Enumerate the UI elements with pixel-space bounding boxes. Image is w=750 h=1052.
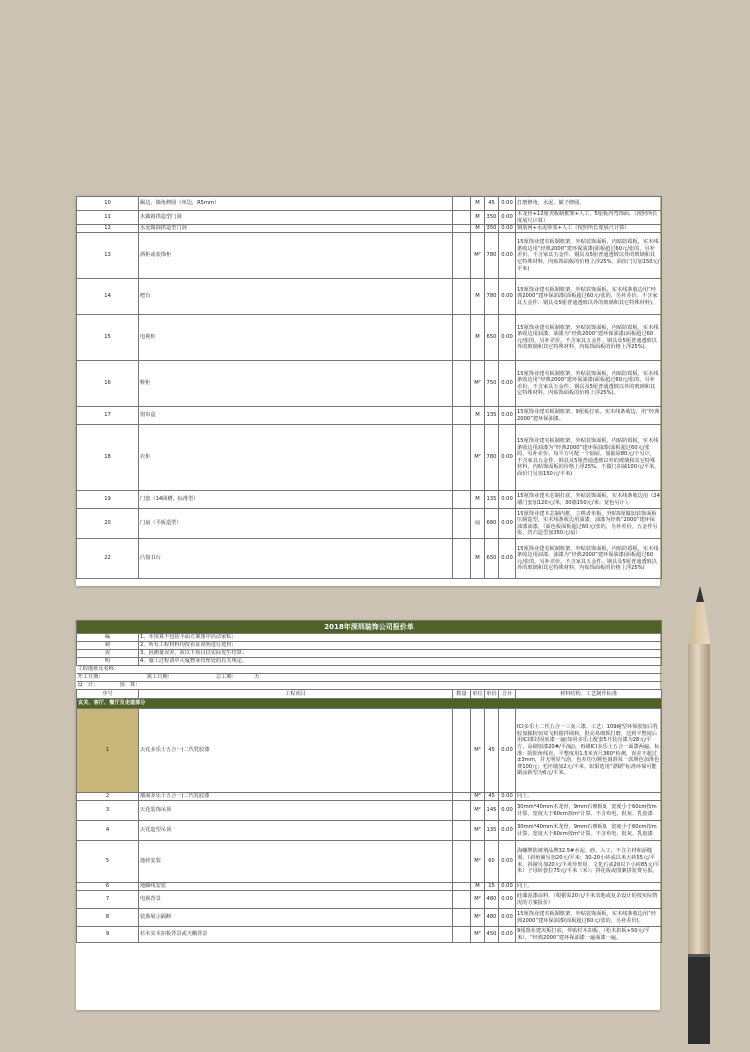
row-unit: M² [471,233,485,279]
row-price: 780 [485,279,499,315]
row-number: 2 [77,793,139,801]
row-quantity [453,883,471,891]
table-row [77,909,662,927]
row-item-name: 踢边、墙角修圆（单边，R5mm） [139,197,453,211]
row-number: 22 [77,539,139,579]
end-date-label: 竣工日期： [146,674,173,681]
note-row [77,634,662,642]
quote-table-continued [76,196,662,579]
row-number: 7 [77,891,139,909]
row-quantity [453,539,471,579]
row-item-name: 电视柜 [139,315,453,361]
row-quantity [453,315,471,361]
pencil-end [688,954,710,1044]
row-description: 15厘饰业建夹板制框架，外贴装饰面板，内贴防霉板，实木线条收边用油漆，油漆为“经典2000”建环保油漆(面板超过60元/张的，另补差价。不含家具五金件、钢具及5厘普通透玻以外的玻璃和其它特殊材料，内贴饰面板的价格上浮25%)。 [516,315,662,361]
row-item-name: 装饰展示隔断 [139,909,453,927]
row-description: 打磨修角，水泥、腻子修圆。 [516,197,662,211]
row-quantity [453,233,471,279]
row-number: 18 [77,425,139,491]
pencil-band [688,954,710,957]
days-unit: 天 [254,674,260,681]
row-price: 45 [485,197,499,211]
row-description: 硅藻泥漆涂料，（根据需20元/平米其他或复杂设计的按实际情况的方案报价） [516,891,662,909]
table-row [77,361,662,407]
table-row [77,197,662,211]
note-text: 2、所有工程材料均按看证说明进行选材； [139,642,662,650]
row-quantity [453,211,471,225]
row-description: ICI多乐士二代五合一三灰三漆。工艺：109耐型环保胶加白乳胶加腻粉加双飞粉搅拌调和，批亮易细抓打磨，达到平整度后用ICI漆封固底漆一遍(如用多乐士配套5升装亮漆为28元/平方，涂刷加漆20#/平/遍)，再刷ICI多乐士五合一面漆两遍。标准：阴阳角线直，平整度用1.5米直尺360°检测，误差不超过±3mm，并无明显气泡，色差均匀颜色调准每一款颜色加准色费100元；毛坯墙加2元/平米。如果选用“漂刷”标准环保可能刷涂新型为6元/平米。 [516,709,662,793]
row-price: 480 [485,891,499,909]
row-total: 0.00 [499,509,516,539]
row-quantity [453,509,471,539]
row-number: 17 [77,407,139,425]
row-total: 0.00 [499,407,516,425]
row-unit: M [471,407,485,425]
row-unit: M² [471,793,485,801]
row-unit: M [471,225,485,233]
row-number: 6 [77,883,139,891]
row-unit: M [471,491,485,509]
section-row [77,699,662,709]
row-unit: M² [471,891,485,909]
row-total: 0.00 [499,197,516,211]
row-description: 15厘饰业建木芯制打底，外贴装饰面板，实木线条收边用（24墙门套加120元/米，30墙150元/米；宽色另计）。 [516,491,662,509]
row-price: 450 [485,927,499,943]
row-unit: M [471,279,485,315]
section-title: 玄关、客厅、餐厅及走道部分 [77,699,662,709]
row-number: 12 [77,225,139,233]
column-header-row [77,690,662,699]
row-quantity [453,821,471,841]
row-unit: M [471,211,485,225]
start-date-label: 开工日期： [77,674,104,681]
row-unit: M² [471,361,485,407]
row-description: 15厘饰业建夹板制框架，外贴装饰面板，内贴防霉板，实木线条收边用油漆，油漆为“经典2000”建环保油漆(面板超过60元/张的，另补差价。不含家具五金件、钢具及5厘普通透玻以外的玻璃和其它特殊材料，内贴饰面板的价格上浮25%) [516,539,662,579]
quote-sheet [76,620,660,1010]
col-header-name: 工程项目 [139,690,453,699]
table-row [77,211,662,225]
row-price: 350 [485,225,499,233]
row-unit: M² [471,801,485,821]
note-row [77,658,662,666]
table-row [77,841,662,883]
row-total: 0.00 [499,891,516,909]
row-total: 0.00 [499,709,516,793]
row-total: 0.00 [499,883,516,891]
row-quantity [453,279,471,315]
table-row [77,821,662,841]
row-item-name: 衣柜 [139,425,453,491]
row-price: 60 [485,841,499,883]
row-total: 0.00 [499,315,516,361]
col-header-total: 合计 [499,690,516,699]
row-number: 5 [77,841,139,883]
row-description: 木龙骨+12厘夹板制框架+人工，5厘板内弯饰面。（按照所长度展尺计算） [516,211,662,225]
row-unit: M² [471,909,485,927]
total-days-label: 总工期： [216,674,237,681]
note-text: 4、施工过程请中大厦物业管理处的有关规定。 [139,658,662,666]
col-header-qty: 数量 [453,690,471,699]
row-unit: M² [471,841,485,883]
table-row [77,225,662,233]
note-row [77,650,662,658]
quote-sheet-continued [76,196,660,586]
row-total: 0.00 [499,225,516,233]
row-item-name: 鞋柜 [139,361,453,407]
quote-header-table [76,620,662,943]
row-number: 1 [77,709,139,793]
row-quantity [453,407,471,425]
table-row [77,407,662,425]
row-number: 15 [77,315,139,361]
row-total: 0.00 [499,425,516,491]
table-row [77,279,662,315]
row-price: 45 [485,793,499,801]
row-number: 10 [77,197,139,211]
row-item-name: 墙面多乐士五合一(二代乳胶漆 [139,793,453,801]
row-total: 0.00 [499,801,516,821]
row-description: 9厘饰业建夹板打底，外贴杉木扣板，（松木扣板+50元/平米），“经典2000”建环保油漆一遍面漆一遍。 [516,927,662,943]
row-price: 780 [485,425,499,491]
row-item-name: 天花装饰吊顶 [139,801,453,821]
row-item-name: 凸窗书台 [139,539,453,579]
row-item-name: 地脚线安装 [139,883,453,891]
row-total: 0.00 [499,233,516,279]
row-number: 20 [77,509,139,539]
row-price: 15 [485,883,499,891]
row-unit: M² [471,709,485,793]
row-item-name: 吧台 [139,279,453,315]
note-label: 编 [77,634,139,642]
row-description: 钢筋网+水泥砂浆+人工（按照所长度展尺计算） [516,225,662,233]
col-header-no: 序号 [77,690,139,699]
row-item-name: 门套（14阔槽，标准型） [139,491,453,509]
table-row [77,539,662,579]
table-row [77,883,662,891]
row-price: 480 [485,909,499,927]
row-unit: M² [471,425,485,491]
row-unit: M [471,539,485,579]
row-description: 15厘饰业建夹板制框架，外贴装饰面板，内贴防霉板，实木线条收边用“经典2000”建环保油漆(面板超过60元/张的，另补差价。不含家具五金件、钢具及5厘普通透玻以外的玻璃和其它特殊材料，内贴饰面板的价格上浮25%)。 [516,361,662,407]
quote-title: 2018年深圳装饰公司报价单 [77,621,662,634]
table-row [77,801,662,821]
table-row [77,709,662,793]
row-price: 45 [485,709,499,793]
row-item-name: 地砖安装 [139,841,453,883]
pencil-body [688,644,710,954]
row-total: 0.00 [499,793,516,801]
row-quantity [453,709,471,793]
row-total: 0.00 [499,491,516,509]
row-description: 同上。 [516,883,662,891]
row-price: 750 [485,361,499,407]
note-row [77,642,662,650]
row-total: 0.00 [499,927,516,943]
row-unit: M [471,197,485,211]
table-row [77,927,662,943]
row-quantity [453,927,471,943]
row-number: 14 [77,279,139,315]
row-price: 135 [485,821,499,841]
designer-label: 设 计： [77,682,99,689]
row-quantity [453,891,471,909]
row-total: 0.00 [499,539,516,579]
row-description: 15厘饰业建夹板制框架，外贴装饰面板，实木线条收边用“经典2000”建环保油漆(面板超过60元/张的，另补差价)。 [516,909,662,927]
row-description: 15厘饰业建夹板制框架，9厘板打底，实木线条收边，用“经典2000”建环保油漆。 [516,407,662,425]
table-row [77,891,662,909]
row-price: 680 [485,509,499,539]
note-label: 明 [77,658,139,666]
row-price: 135 [485,491,499,509]
row-quantity [453,361,471,407]
row-price: 650 [485,539,499,579]
pencil-lead [696,586,704,602]
row-total: 0.00 [499,211,516,225]
row-description: 同上。 [516,793,662,801]
row-price: 135 [485,407,499,425]
row-number: 16 [77,361,139,407]
note-text: 1、本预算不包括平面方案图中活动家私； [139,634,662,642]
row-number: 11 [77,211,139,225]
table-row [77,315,662,361]
row-description: 30mm*40mm木龙骨，9mm石膏板9，宽度小于60cm按m计算，宽度大于60cm按m²计算。不含布电、批灰、乳胶漆 [516,801,662,821]
pencil-decoration [674,582,724,1052]
table-row [77,793,662,801]
row-number: 8 [77,909,139,927]
row-quantity [453,841,471,883]
row-number: 13 [77,233,139,279]
row-quantity [453,909,471,927]
row-quantity [453,491,471,509]
row-quantity [453,425,471,491]
note-text: 3、因测量误差，故以下项目以实际发生结算； [139,650,662,658]
row-item-name: 门扇（平板造型） [139,509,453,539]
row-description: 30mm*40mm木龙骨，9mm石膏板9，宽度小于60cm按m计算，宽度大于60cm按m²计算。不含布电、批灰、乳胶漆 [516,821,662,841]
note-label: 制 [77,642,139,650]
table-row [77,233,662,279]
row-description: 15厘饰业建木芯制内框，立樘者单板，外贴5厘做加装饰面板压制造型，实木线条收边用油漆，油漆为经典“2000”建环保油漆油漆，（面色板面板超过60元/张的，另补差价。五金件另报，凹凸造型加350元/扇） [516,509,662,539]
row-description: 海螺牌防被剂品牌32.5#水泥、砂、人工，不含主材和添缝剂，（斜角铺另加20元/平米；30-20小砖或以米大砖55元/平米，斜铺另加20元/平米异形用。文化石或20以下小砖85元/平米）子母砖套拉75元/平米（米）；拼花板或图案拼装费另报。 [516,841,662,883]
note-label: 说 [77,650,139,658]
row-number: 3 [77,801,139,821]
row-unit: M² [471,821,485,841]
row-number: 4 [77,821,139,841]
dates-row [77,674,662,682]
budget-label: 预 算： [119,682,141,689]
row-number: 9 [77,927,139,943]
row-quantity [453,197,471,211]
col-header-desc: 材料结构、工艺制作标准 [516,690,662,699]
pencil-cone [688,602,710,644]
row-total: 0.00 [499,841,516,883]
row-item-name: 天花造型吊顶 [139,821,453,841]
row-description: 15厘饰业建夹板制框架，外贴装饰面板，内贴防霉板，实木线条收边用“经典2000”建环保油漆(面板超过60元/张的，另补差价。不含家具五金件、钢具及5厘普通透玻以外的玻璃和其它特殊材料，内贴饰面板的价格上浮25%，面价门另加150元/平米) [516,233,662,279]
row-total: 0.00 [499,361,516,407]
row-item-name: 水泥做圆拱造型门洞 [139,225,453,233]
address-row [77,666,662,674]
row-total: 0.00 [499,909,516,927]
row-item-name: 窗帘盒 [139,407,453,425]
col-header-price: 单价 [486,690,497,697]
row-item-name: 天花多乐士五合一(二代乳胶漆 [139,709,453,793]
row-price: 350 [485,211,499,225]
col-header-unit: 单位 [472,690,483,697]
row-quantity [453,801,471,821]
row-item-name: 酒柜或装饰柜 [139,233,453,279]
row-unit: M [471,883,485,891]
row-unit: 扇 [471,509,485,539]
table-row [77,425,662,491]
row-quantity [453,793,471,801]
row-price: 780 [485,233,499,279]
row-item-name: 电视背景 [139,891,453,909]
table-row [77,509,662,539]
row-item-name: 杉木实木扣板背景或天棚背景 [139,927,453,943]
row-number: 19 [77,491,139,509]
row-quantity [453,225,471,233]
row-total: 0.00 [499,279,516,315]
row-description: 15厘饰业建夹板制框架，外贴装饰面板，内贴防霉板，实木线条收边用油漆为“经典2000”建环保油漆(面板超过60元/张的，另补差价。每平方可配一个抽屉，加抽屉80元/个另计，不含家具五金件、钢具及5厘普通透玻以外的玻璃和其它特殊材料，内贴饰面板的价格上浮25%，不做门扣减100元/平米，面价门另加150元/平米) [516,425,662,491]
row-price: 650 [485,315,499,361]
row-item-name: 木做圆拱造型门洞 [139,211,453,225]
row-unit: M [471,315,485,361]
row-description: 15厘饰业建夹板制框架，外贴装饰面板，实木线条收边用“经典2000”建环保油漆(面板超过60元/张的，另补差价。不含家具五金件、钢具及5厘普通透玻以外的玻璃和其它特殊材料)。 [516,279,662,315]
row-unit: M² [471,927,485,943]
row-price: 145 [485,801,499,821]
row-total: 0.00 [499,821,516,841]
address-label: 工程地址及名称： [77,666,120,673]
staff-row [77,682,662,690]
table-row [77,491,662,509]
